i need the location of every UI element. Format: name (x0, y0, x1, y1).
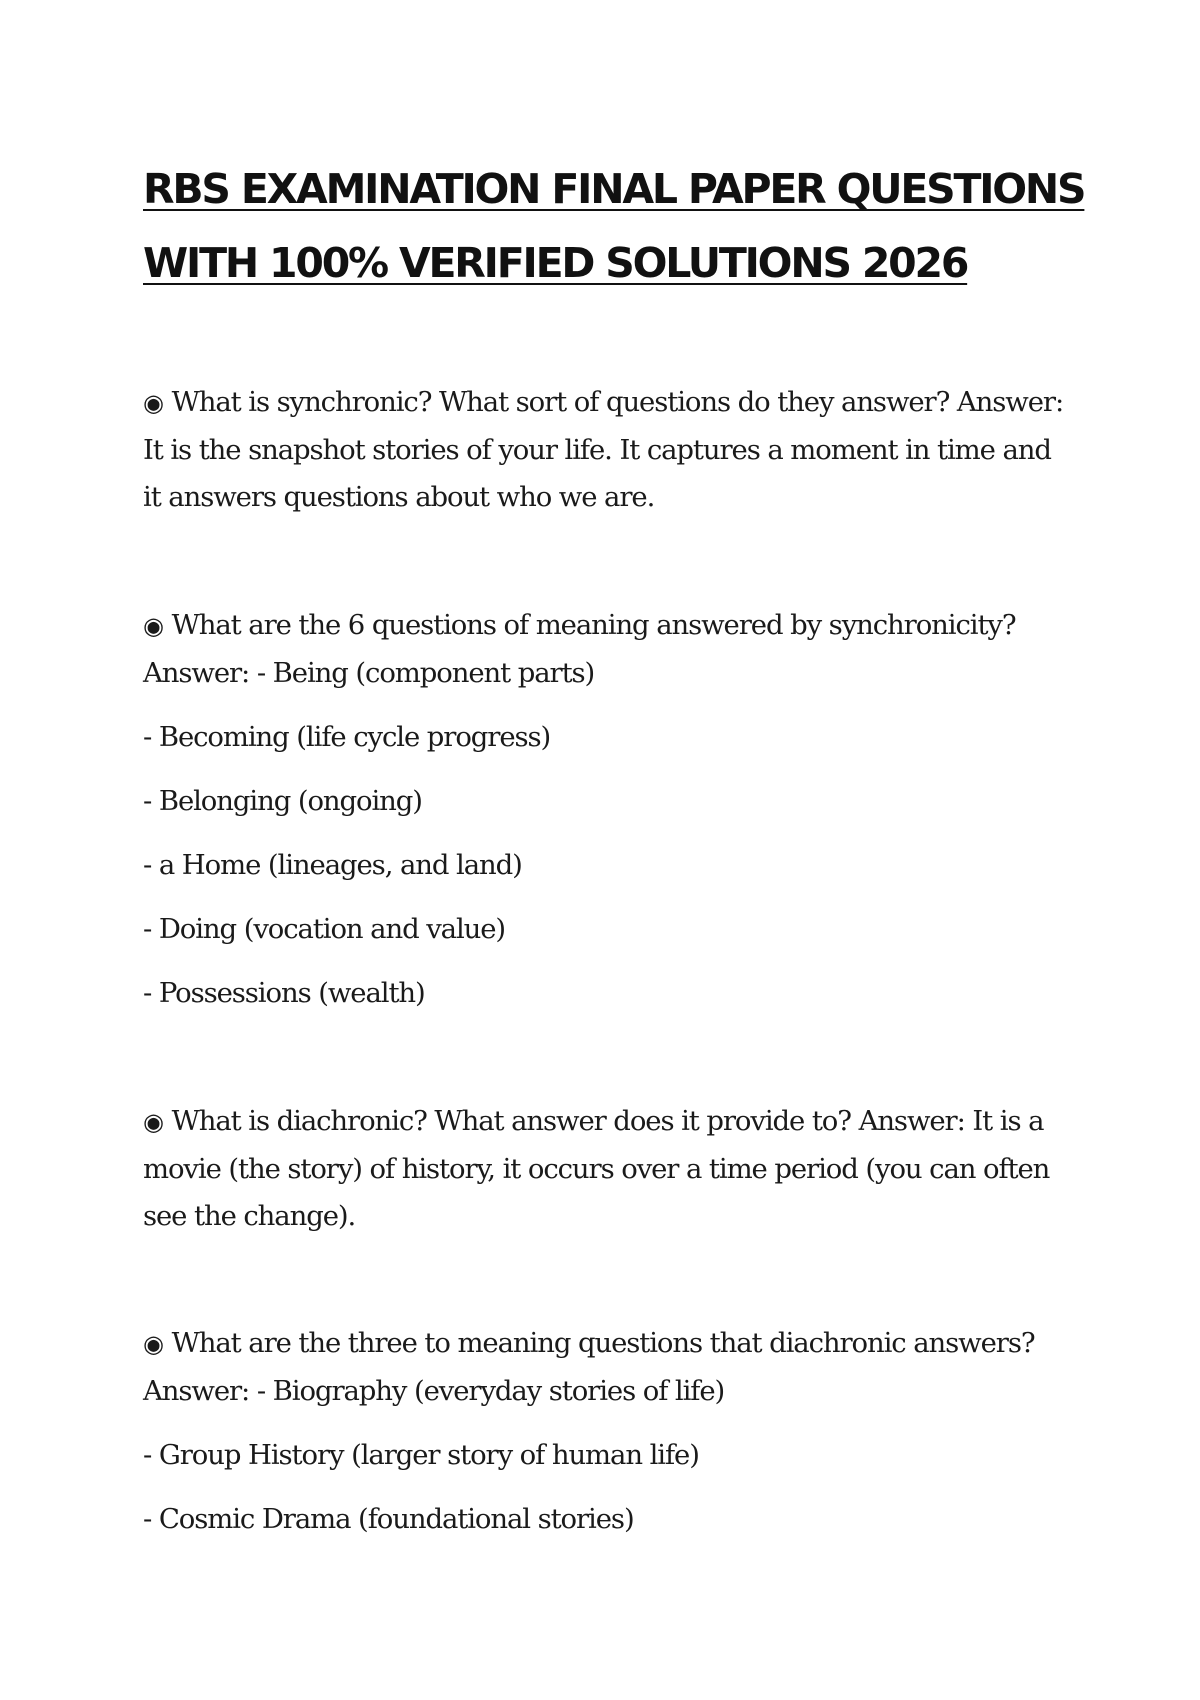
qa-block-1 (143, 379, 1073, 521)
title-line-2: WITH 100% VERIFIED SOLUTIONS 2026 (143, 239, 968, 287)
answer-text: Answer: - Being (component parts) (143, 657, 595, 689)
qa-paragraph (143, 379, 1073, 521)
answer-list-item: - a Home (lineages, and land) (143, 849, 522, 881)
title-line-1: RBS EXAMINATION FINAL PAPER QUESTIONS (143, 165, 1085, 213)
radio-bullet-icon: ◉ (143, 389, 164, 417)
qa-paragraph (143, 1320, 1073, 1415)
question-text: What is diachronic? What answer does it provide to? (171, 1105, 851, 1137)
radio-bullet-icon: ◉ (143, 1330, 164, 1358)
document-title (143, 152, 1083, 300)
qa-block-4 (143, 1320, 1073, 1543)
answer-text: Answer: - Biography (everyday stories of life) (143, 1375, 725, 1407)
radio-bullet-icon: ◉ (143, 612, 164, 640)
answer-list-item: - Possessions (wealth) (143, 977, 425, 1009)
answer-list-item: - Group History (larger story of human life) (143, 1439, 699, 1471)
answer-list-item: - Becoming (life cycle progress) (143, 721, 551, 753)
qa-block-2 (143, 602, 1073, 1017)
answer-text: Answer: It is the snapshot stories of your life. It captures a moment in time and it answers questions about who we are. (143, 386, 1064, 513)
qa-paragraph (143, 602, 1073, 697)
qa-block-3 (143, 1098, 1073, 1240)
answer-list-item: - Cosmic Drama (foundational stories) (143, 1503, 634, 1535)
answer-text: Answer: It is a movie (the story) of history, it occurs over a time period (you can often see the change). (143, 1105, 1050, 1232)
question-text: What is synchronic? What sort of questions do they answer? (171, 386, 950, 418)
question-text: What are the three to meaning questions that diachronic answers? (171, 1327, 1035, 1359)
question-text: What are the 6 questions of meaning answered by synchronicity? (171, 609, 1016, 641)
answer-list-item: - Belonging (ongoing) (143, 785, 422, 817)
answer-list-item: - Doing (vocation and value) (143, 913, 506, 945)
radio-bullet-icon: ◉ (143, 1108, 164, 1136)
qa-paragraph (143, 1098, 1073, 1240)
